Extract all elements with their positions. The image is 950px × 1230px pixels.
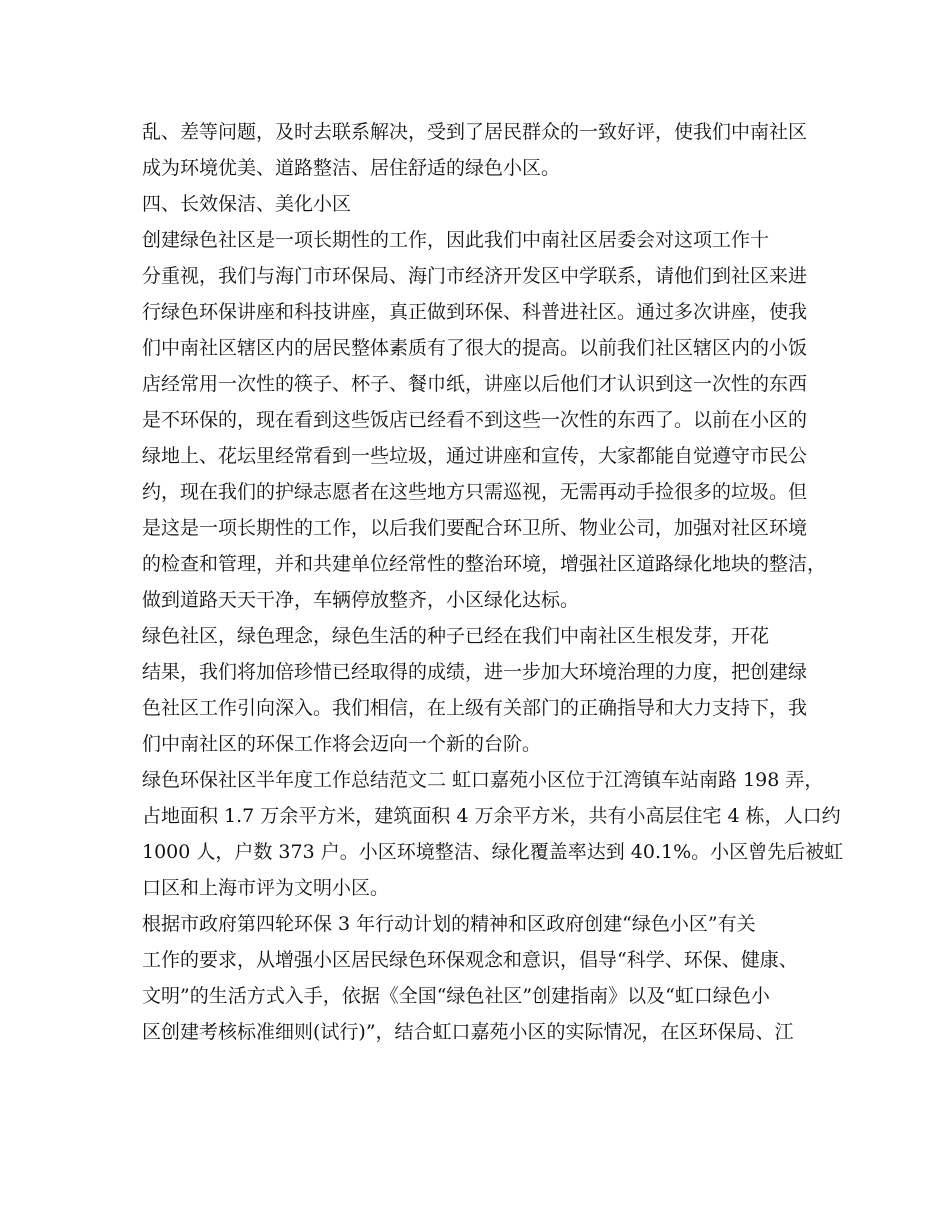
text-line: 结果，我们将加倍珍惜已经取得的成绩，进一步加大环境治理的力度，把创建绿: [142, 661, 808, 683]
text-line: 乱、差等问题，及时去联系解决，受到了居民群众的一致好评，使我们中南社区: [142, 121, 808, 143]
text-line: 绿色社区，绿色理念，绿色生活的种子已经在我们中南社区生根发芽，开花: [142, 625, 770, 647]
text-line: 做到道路天天干净，车辆停放整齐，小区绿化达标。: [142, 589, 580, 611]
text-line: 约，现在我们的护绿志愿者在这些地方只需巡视，无需再动手捡很多的垃圾。但: [142, 481, 808, 503]
text-line: 区创建考核标准细则(试行)”，结合虹口嘉苑小区的实际情况，在区环保局、江: [142, 1021, 794, 1043]
text-line: 文明”的生活方式入手，依据《全国“绿色社区”创建指南》以及“虹口绿色小: [142, 985, 770, 1007]
text-line: 们中南社区辖区内的居民整体素质有了很大的提高。以前我们社区辖区内的小饭: [142, 337, 808, 359]
text-line: 的检查和管理，并和共建单位经常性的整治环境，增强社区道路绿化地块的整洁，: [142, 553, 827, 575]
text-line: 绿地上、花坛里经常看到一些垃圾，通过讲座和宣传，大家都能自觉遵守市民公: [142, 445, 808, 467]
text-line: 行绿色环保讲座和科技讲座，真正做到环保、科普进社区。通过多次讲座，使我: [142, 301, 808, 323]
text-line: 根据市政府第四轮环保 3 年行动计划的精神和区政府创建“绿色小区”有关: [142, 913, 756, 935]
text-line: 占地面积 1.7 万余平方米，建筑面积 4 万余平方米，共有小高层住宅 4 栋，人口约: [142, 805, 841, 827]
text-line: 分重视，我们与海门市环保局、海门市经济开发区中学联系，请他们到社区来进: [142, 265, 808, 287]
text-line: 口区和上海市评为文明小区。: [142, 877, 390, 899]
text-line: 色社区工作引向深入。我们相信，在上级有关部门的正确指导和大力支持下，我: [142, 697, 808, 719]
text-line: 创建绿色社区是一项长期性的工作，因此我们中南社区居委会对这项工作十: [142, 229, 770, 251]
section-heading: 四、长效保洁、美化小区: [142, 193, 352, 215]
text-line: 成为环境优美、道路整洁、居住舒适的绿色小区。: [142, 157, 561, 179]
section-title-line: 绿色环保社区半年度工作总结范文二 虹口嘉苑小区位于江湾镇车站南路 198 弄，: [142, 769, 824, 791]
text-line: 店经常用一次性的筷子、杯子、餐巾纸，讲座以后他们才认识到这一次性的东西: [142, 373, 808, 395]
text-line: 工作的要求，从增强小区居民绿色环保观念和意识，倡导“科学、环保、健康、: [142, 949, 798, 971]
text-line: 1000 人，户数 373 户。小区环境整洁、绿化覆盖率达到 40.1%。小区曾先后被虹: [142, 841, 844, 863]
text-line: 是这是一项长期性的工作，以后我们要配合环卫所、物业公司，加强对社区环境: [142, 517, 808, 539]
text-line: 是不环保的，现在看到这些饭店已经看不到这些一次性的东西了。以前在小区的: [142, 409, 808, 431]
text-line: 们中南社区的环保工作将会迈向一个新的台阶。: [142, 733, 542, 755]
